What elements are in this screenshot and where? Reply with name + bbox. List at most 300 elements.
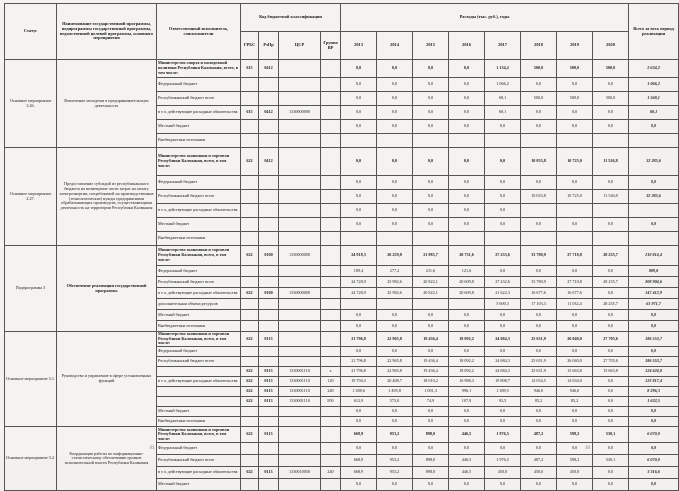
header-name: Наименование государственной программы, подпрограммы государственной программы, ведомственной целевой программы, основного мероприятия (57, 4, 157, 60)
rzpr-cell (259, 277, 279, 288)
value-cell: 0,0 (341, 78, 377, 92)
value-cell (485, 232, 521, 246)
grbs-cell: 622 (241, 332, 259, 347)
value-cell: 0,0 (341, 204, 377, 218)
executor-cell: дополнительная обмена ресурсов (157, 299, 241, 310)
value-cell (341, 134, 377, 148)
value-cell: 500,0 (521, 60, 557, 78)
value-cell: 0,0 (413, 176, 449, 190)
rzpr-cell (259, 134, 279, 148)
value-cell: 996,1 (449, 387, 485, 397)
table-header-row (5, 4, 679, 32)
executor-cell: Местный бюджет (157, 479, 241, 491)
value-cell (593, 232, 629, 246)
value-cell: 953,2 (377, 467, 413, 479)
rzpr-cell (259, 266, 279, 277)
value-cell: 0,0 (413, 60, 449, 78)
value-cell: 0,0 (377, 479, 413, 491)
value-cell: 612,9 (341, 397, 377, 407)
vr-cell (321, 218, 341, 232)
total-cell: 122 817,4 (629, 377, 679, 387)
value-cell: 277,2 (377, 266, 413, 277)
value-cell: 898,0 (413, 427, 449, 443)
value-cell: 446,5 (449, 427, 485, 443)
value-cell: 0,0 (485, 321, 521, 332)
value-cell: 20 609,8 (449, 277, 485, 288)
executor-cell: Республиканский бюджет всего (157, 277, 241, 288)
header-year-2014: 2014 (377, 32, 413, 60)
value-cell: 0,0 (449, 204, 485, 218)
value-cell: 0,0 (593, 417, 629, 427)
grbs-cell: 622 (241, 427, 259, 443)
vr-cell (321, 106, 341, 120)
rzpr-cell: 0113 (259, 332, 279, 347)
value-cell: 27 233,6 (485, 246, 521, 266)
executor-cell: Федеральный бюджет (157, 443, 241, 455)
value-cell: 16 677,6 (521, 288, 557, 299)
grbs-cell: 615 (241, 106, 259, 120)
value-cell (593, 204, 629, 218)
total-cell: 32 285,6 (629, 148, 679, 176)
grbs-cell: 622 (241, 148, 259, 176)
value-cell: 19 436,4 (413, 357, 449, 367)
rzpr-cell: 0113 (259, 467, 279, 479)
rzpr-cell (259, 92, 279, 106)
value-cell: 668,9 (341, 467, 377, 479)
value-cell: 211,6 (413, 266, 449, 277)
rzpr-cell: 0100 (259, 246, 279, 266)
value-cell: 898,0 (413, 467, 449, 479)
vr-cell (321, 347, 341, 357)
value-cell: 0,0 (377, 407, 413, 417)
grbs-cell: 622 (241, 397, 259, 407)
footer-right-number: 30 (585, 446, 590, 451)
value-cell: 121,6 (449, 266, 485, 277)
value-cell: 25 982,6 (377, 277, 413, 288)
rzpr-cell: 0113 (259, 367, 279, 377)
value-cell: 0,0 (593, 443, 629, 455)
value-cell: 0,0 (449, 310, 485, 321)
vr-cell: 240 (321, 467, 341, 479)
value-cell: 10 033,8 (521, 190, 557, 204)
value-cell: 10 725,0 (557, 190, 593, 204)
value-cell: 0,0 (341, 190, 377, 204)
value-cell: 0,0 (485, 218, 521, 232)
value-cell: 0,0 (593, 347, 629, 357)
value-cell: 500,0 (557, 60, 593, 78)
status-cell: Основное мероприятие 2.26. (5, 60, 57, 148)
csr-cell (279, 176, 321, 190)
total-cell: 0,0 (629, 443, 679, 455)
executor-cell: Республиканский бюджет всего (157, 190, 241, 204)
executor-cell: в т.ч. действующие расходные обязательства (157, 377, 241, 387)
executor-cell: Федеральный бюджет (157, 266, 241, 277)
grbs-cell (241, 120, 259, 134)
executor-cell: в т.ч. действующие расходные обязательства (157, 288, 241, 299)
grbs-cell (241, 134, 259, 148)
csr-cell (279, 232, 321, 246)
vr-cell (321, 176, 341, 190)
vr-cell (321, 288, 341, 299)
rzpr-cell (259, 218, 279, 232)
value-cell: 0,0 (449, 347, 485, 357)
value-cell: 21 796,8 (341, 357, 377, 367)
csr-cell: 1330001110 (279, 397, 321, 407)
value-cell (593, 134, 629, 148)
value-cell: 0,0 (341, 479, 377, 491)
grbs-cell: 622 (241, 387, 259, 397)
rzpr-cell: 0113 (259, 427, 279, 443)
csr-cell (279, 479, 321, 491)
csr-cell (279, 427, 321, 443)
executor-cell: Внебюджетные источники (157, 134, 241, 148)
value-cell: 1 976,5 (485, 455, 521, 467)
value-cell: 0,0 (485, 176, 521, 190)
value-cell: 21 983,7 (413, 246, 449, 266)
value-cell: 0,0 (413, 148, 449, 176)
header-executor: Ответственный исполнитель, соисполнители (157, 4, 241, 60)
value-cell: 107,9 (449, 397, 485, 407)
total-cell: 0,0 (629, 479, 679, 491)
total-cell: 68,1 (629, 106, 679, 120)
vr-cell (321, 148, 341, 176)
vr-cell (321, 204, 341, 218)
grbs-cell (241, 321, 259, 332)
value-cell: 24 728,9 (341, 288, 377, 299)
csr-cell (279, 92, 321, 106)
value-cell: 0,0 (521, 106, 557, 120)
csr-cell (279, 347, 321, 357)
rzpr-cell: 0100 (259, 288, 279, 299)
value-cell: 500,0 (521, 92, 557, 106)
name-cell: Обеспечение реализации государственной программы (57, 246, 157, 332)
value-cell: 450,0 (557, 467, 593, 479)
value-cell: 0,0 (341, 407, 377, 417)
value-cell: 500,0 (557, 92, 593, 106)
value-cell: 0,0 (557, 218, 593, 232)
value-cell: 22 965,8 (377, 367, 413, 377)
value-cell: 1 001,3 (413, 387, 449, 397)
value-cell: 1 495,8 (377, 387, 413, 397)
csr-cell (279, 455, 321, 467)
vr-cell (321, 479, 341, 491)
value-cell (341, 232, 377, 246)
value-cell: 0,0 (413, 321, 449, 332)
vr-cell (321, 332, 341, 347)
value-cell (449, 134, 485, 148)
value-cell: 11 526,8 (593, 190, 629, 204)
value-cell: 487,2 (521, 455, 557, 467)
status-cell: Основное мероприятие 3.1. (5, 332, 57, 427)
value-cell: 0,0 (377, 204, 413, 218)
table-row (5, 148, 679, 176)
rzpr-cell (259, 78, 279, 92)
value-cell: 14 034,5 (521, 377, 557, 387)
value-cell: 24 684,3 (485, 367, 521, 377)
value-cell: 0,0 (449, 321, 485, 332)
grbs-cell: 622 (241, 367, 259, 377)
total-cell: 1 568,1 (629, 92, 679, 106)
value-cell (413, 134, 449, 148)
total-cell: 0,0 (629, 176, 679, 190)
vr-cell (321, 266, 341, 277)
value-cell: 28 235,7 (593, 277, 629, 288)
value-cell: 20 609,8 (449, 288, 485, 299)
total-cell: 3 316,6 (629, 467, 679, 479)
executor-cell: Внебюджетные источники (157, 417, 241, 427)
value-cell: 0,0 (341, 120, 377, 134)
value-cell: 0,0 (413, 347, 449, 357)
value-cell: 598,2 (557, 455, 593, 467)
header-csr: ЦСР (279, 32, 321, 60)
executor-cell: Внебюджетные источники (157, 232, 241, 246)
total-cell: 2 634,2 (629, 60, 679, 78)
value-cell: 0,0 (593, 310, 629, 321)
value-cell: 450,0 (485, 467, 521, 479)
status-cell: Основное мероприятие 2.27. (5, 148, 57, 246)
page-footer (0, 446, 640, 456)
value-cell: 946,0 (557, 387, 593, 397)
value-cell: 0,0 (341, 60, 377, 78)
value-cell (341, 299, 377, 310)
value-cell: 0,0 (377, 443, 413, 455)
vr-cell (321, 310, 341, 321)
value-cell: 0,0 (413, 310, 449, 321)
value-cell: 68,1 (485, 92, 521, 106)
executor-cell: Федеральный бюджет (157, 347, 241, 357)
value-cell: 500,0 (593, 60, 629, 78)
value-cell: 16 677,6 (557, 288, 593, 299)
value-cell: 0,0 (521, 120, 557, 134)
value-cell: 0,0 (485, 204, 521, 218)
grbs-cell (241, 176, 259, 190)
executor-cell: в т.ч. действующие расходные обязательства (157, 467, 241, 479)
value-cell: 15 663,8 (557, 367, 593, 377)
executor-cell: Местный бюджет (157, 218, 241, 232)
total-cell: 210 814,4 (629, 246, 679, 266)
rzpr-cell (259, 120, 279, 134)
value-cell: 27 232,6 (485, 277, 521, 288)
value-cell: 0,0 (341, 310, 377, 321)
rzpr-cell (259, 176, 279, 190)
value-cell: 0,0 (413, 92, 449, 106)
total-cell: 6 070,0 (629, 427, 679, 443)
value-cell: 0,0 (413, 443, 449, 455)
value-cell: 0,0 (449, 78, 485, 92)
csr-cell: 1330001110 (279, 367, 321, 377)
csr-cell (279, 60, 321, 78)
rzpr-cell (259, 190, 279, 204)
grbs-cell (241, 190, 259, 204)
value-cell: 28 235,7 (593, 299, 629, 310)
value-cell (413, 299, 449, 310)
value-cell: 0,0 (449, 120, 485, 134)
value-cell: 598,2 (557, 427, 593, 443)
value-cell: 0,0 (593, 176, 629, 190)
value-cell: 0,0 (557, 321, 593, 332)
executor-cell: Министерство экономики и торговли Республики Калмыкия, всего, в том числе: (157, 246, 241, 266)
value-cell: 0,0 (557, 347, 593, 357)
value-cell: 0,0 (341, 176, 377, 190)
value-cell: 0,0 (593, 397, 629, 407)
value-cell: 14 634,0 (557, 377, 593, 387)
value-cell (449, 299, 485, 310)
rzpr-cell (259, 321, 279, 332)
value-cell: 18 092,2 (449, 367, 485, 377)
value-cell: 22 965,8 (377, 332, 413, 347)
footer-left-number: 81 (150, 446, 155, 451)
value-cell: 530,1 (593, 455, 629, 467)
header-year-2013: 2013 (341, 32, 377, 60)
value-cell: 0,0 (341, 92, 377, 106)
total-cell: 0,0 (629, 347, 679, 357)
value-cell: 0,0 (449, 148, 485, 176)
csr-cell: 1330010050 (279, 467, 321, 479)
table-row (5, 332, 679, 347)
value-cell: 0,0 (485, 190, 521, 204)
value-cell: 0,0 (557, 106, 593, 120)
csr-cell: 1330000000 (279, 288, 321, 299)
value-cell: 10 033,8 (521, 148, 557, 176)
value-cell: 10 725,0 (557, 148, 593, 176)
value-cell: 1 066,2 (485, 78, 521, 92)
name-cell: Руководство и управление в сфере установленных функций (57, 332, 157, 427)
value-cell: 24 684,3 (485, 357, 521, 367)
value-cell: 0,0 (413, 204, 449, 218)
csr-cell (279, 218, 321, 232)
value-cell: 0,0 (593, 266, 629, 277)
value-cell: 21 796,8 (341, 367, 377, 377)
value-cell: 0,0 (449, 176, 485, 190)
csr-cell (279, 407, 321, 417)
header-total: Всего за весь период реализации (629, 4, 679, 60)
rzpr-cell (259, 347, 279, 357)
status-cell: Основное мероприятие 3.2. (5, 427, 57, 491)
value-cell: 0,0 (377, 190, 413, 204)
value-cell: 0,0 (557, 443, 593, 455)
rzpr-cell: 0412 (259, 148, 279, 176)
value-cell: 500,0 (593, 92, 629, 106)
value-cell: 0,0 (341, 443, 377, 455)
value-cell: 18 010,2 (413, 377, 449, 387)
value-cell: 0,0 (449, 92, 485, 106)
grbs-cell (241, 347, 259, 357)
value-cell: 0,0 (485, 407, 521, 417)
value-cell: 0,0 (413, 78, 449, 92)
value-cell: 0,0 (413, 120, 449, 134)
value-cell: 19 808,7 (485, 377, 521, 387)
csr-cell: 1330001110 (279, 377, 321, 387)
grbs-cell (241, 204, 259, 218)
rzpr-cell (259, 417, 279, 427)
total-cell (629, 134, 679, 148)
executor-cell: Внебюджетные источники (157, 321, 241, 332)
total-cell: 0,0 (629, 310, 679, 321)
rzpr-cell: 0412 (259, 60, 279, 78)
vr-cell (321, 427, 341, 443)
value-cell: 19 436,4 (413, 332, 449, 347)
vr-cell (321, 455, 341, 467)
value-cell: 0,0 (557, 417, 593, 427)
executor-cell: Федеральный бюджет (157, 176, 241, 190)
value-cell: 25 982,6 (377, 288, 413, 299)
value-cell: 0,0 (557, 479, 593, 491)
value-cell: 0,0 (341, 148, 377, 176)
csr-cell: 1330001110 (279, 387, 321, 397)
value-cell: 946,0 (521, 387, 557, 397)
grbs-cell (241, 357, 259, 367)
total-cell: 147 412,9 (629, 288, 679, 299)
value-cell: 25 631,9 (521, 332, 557, 347)
value-cell: 24 918,3 (341, 246, 377, 266)
value-cell (485, 134, 521, 148)
vr-cell (321, 60, 341, 78)
value-cell: 0,0 (449, 106, 485, 120)
value-cell: 0,0 (377, 148, 413, 176)
grbs-cell (241, 277, 259, 288)
value-cell: 27 705,6 (593, 332, 629, 347)
value-cell: 27 710,8 (557, 277, 593, 288)
executor-cell: Местный бюджет (157, 407, 241, 417)
value-cell: 0,0 (557, 266, 593, 277)
value-cell: 0,0 (485, 120, 521, 134)
value-cell: 17 103,3 (521, 299, 557, 310)
vr-cell (321, 190, 341, 204)
grbs-cell (241, 407, 259, 417)
value-cell: 0,0 (593, 387, 629, 397)
value-cell: 1 388,6 (341, 387, 377, 397)
value-cell: 0,0 (593, 321, 629, 332)
value-cell: 0,0 (341, 106, 377, 120)
rzpr-cell: 0113 (259, 397, 279, 407)
value-cell: 85,2 (557, 397, 593, 407)
total-cell: 8 296,3 (629, 387, 679, 397)
value-cell: 953,2 (377, 455, 413, 467)
value-cell: 0,0 (521, 78, 557, 92)
value-cell: 0,0 (557, 407, 593, 417)
value-cell (521, 204, 557, 218)
header-year-2017: 2017 (485, 32, 521, 60)
csr-cell (279, 148, 321, 176)
executor-cell: Республиканский бюджет всего (157, 455, 241, 467)
value-cell: 16 988,3 (449, 377, 485, 387)
value-cell: 20 731,6 (449, 246, 485, 266)
value-cell (521, 232, 557, 246)
value-cell: 530,1 (593, 427, 629, 443)
value-cell: 0,0 (449, 479, 485, 491)
value-cell: 0,0 (521, 347, 557, 357)
value-cell: 0,0 (341, 321, 377, 332)
value-cell: 0,0 (413, 190, 449, 204)
header-year-2020: 2020 (593, 32, 629, 60)
csr-cell (279, 417, 321, 427)
total-cell: 0,0 (629, 417, 679, 427)
value-cell: 0,0 (377, 310, 413, 321)
value-cell: 0,0 (413, 479, 449, 491)
value-cell: 0,0 (377, 347, 413, 357)
status-cell: Подпрограмма 3 (5, 246, 57, 332)
value-cell: 74,9 (413, 397, 449, 407)
csr-cell (279, 310, 321, 321)
value-cell: 27 710,8 (557, 246, 593, 266)
value-cell: 25 631,9 (521, 357, 557, 367)
value-cell: 68,1 (485, 106, 521, 120)
value-cell: 0,0 (485, 479, 521, 491)
executor-cell: Министерство экономики и торговли Республики Калмыкия, всего, в том числе: (157, 148, 241, 176)
value-cell: 450,0 (521, 467, 557, 479)
vr-cell (321, 78, 341, 92)
value-cell: 0,0 (413, 417, 449, 427)
